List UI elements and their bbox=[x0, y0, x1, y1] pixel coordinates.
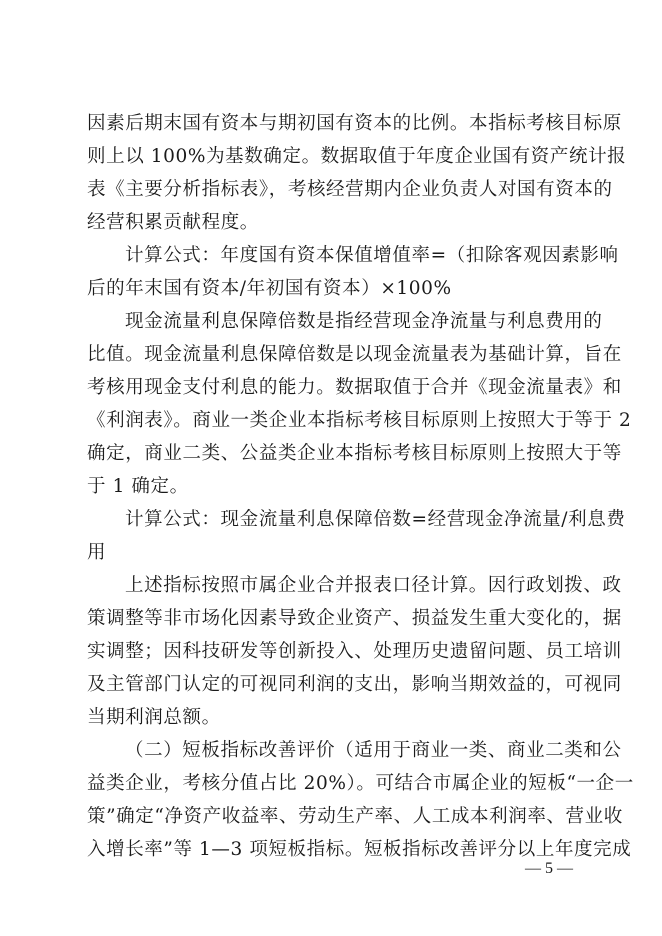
body-text-line: 策调整等非市场化因素导致企业资产、损益发生重大变化的，据 bbox=[87, 608, 622, 629]
body-text-line: 考核用现金支付利息的能力。数据取值于合并《现金流量表》和 bbox=[87, 377, 622, 398]
body-text-line: 确定，商业二类、公益类企业本指标考核目标原则上按照大于等 bbox=[87, 443, 622, 464]
body-text-line: 益类企业，考核分值占比 20%）。可结合市属企业的短板“一企一 bbox=[87, 773, 634, 794]
body-text-line: 上述指标按照市属企业合并报表口径计算。因行政划拨、政 bbox=[125, 575, 622, 596]
body-text-line: 则上以 100%为基数确定。数据取值于年度企业国有资产统计报 bbox=[87, 146, 627, 167]
formula-line: 后的年末国有资本/年初国有资本）×100% bbox=[87, 278, 452, 299]
formula-line: 计算公式：现金流量利息保障倍数=经营现金净流量/利息费 bbox=[125, 509, 626, 530]
body-text-line: 现金流量利息保障倍数是指经营现金净流量与利息费用的 bbox=[125, 311, 603, 332]
body-text-line: 比值。现金流量利息保障倍数是以现金流量表为基础计算，旨在 bbox=[87, 344, 622, 365]
body-text-line: 实调整；因科技研发等创新投入、处理历史遗留问题、员工培训 bbox=[87, 641, 622, 662]
page-number: — 5 — bbox=[525, 860, 573, 877]
body-text-line: 《利润表》。商业一类企业本指标考核目标原则上按照大于等于 2 bbox=[87, 410, 632, 431]
body-text-line: 表《主要分析指标表》，考核经营期内企业负责人对国有资本的 bbox=[87, 179, 613, 200]
body-text-line: 于 1 确定。 bbox=[87, 476, 189, 497]
body-text-line: 及主管部门认定的可视同利润的支出，影响当期效益的，可视同 bbox=[87, 674, 622, 695]
section-heading-line: （二）短板指标改善评价（适用于商业一类、商业二类和公 bbox=[125, 740, 622, 761]
body-text-line: 入增长率”等 1—3 项短板指标。短板指标改善评分以上年度完成 bbox=[87, 839, 632, 860]
body-text-line: 当期利润总额。 bbox=[87, 707, 221, 728]
formula-line: 计算公式：年度国有资本保值增值率=（扣除客观因素影响 bbox=[125, 245, 619, 266]
body-text-line: 策”确定“净资产收益率、劳动生产率、人工成本利润率、营业收 bbox=[87, 806, 623, 827]
body-text-line: 因素后期末国有资本与期初国有资本的比例。本指标考核目标原 bbox=[87, 113, 622, 134]
body-text-line: 经营积累贡献程度。 bbox=[87, 212, 259, 233]
formula-line: 用 bbox=[87, 542, 107, 563]
